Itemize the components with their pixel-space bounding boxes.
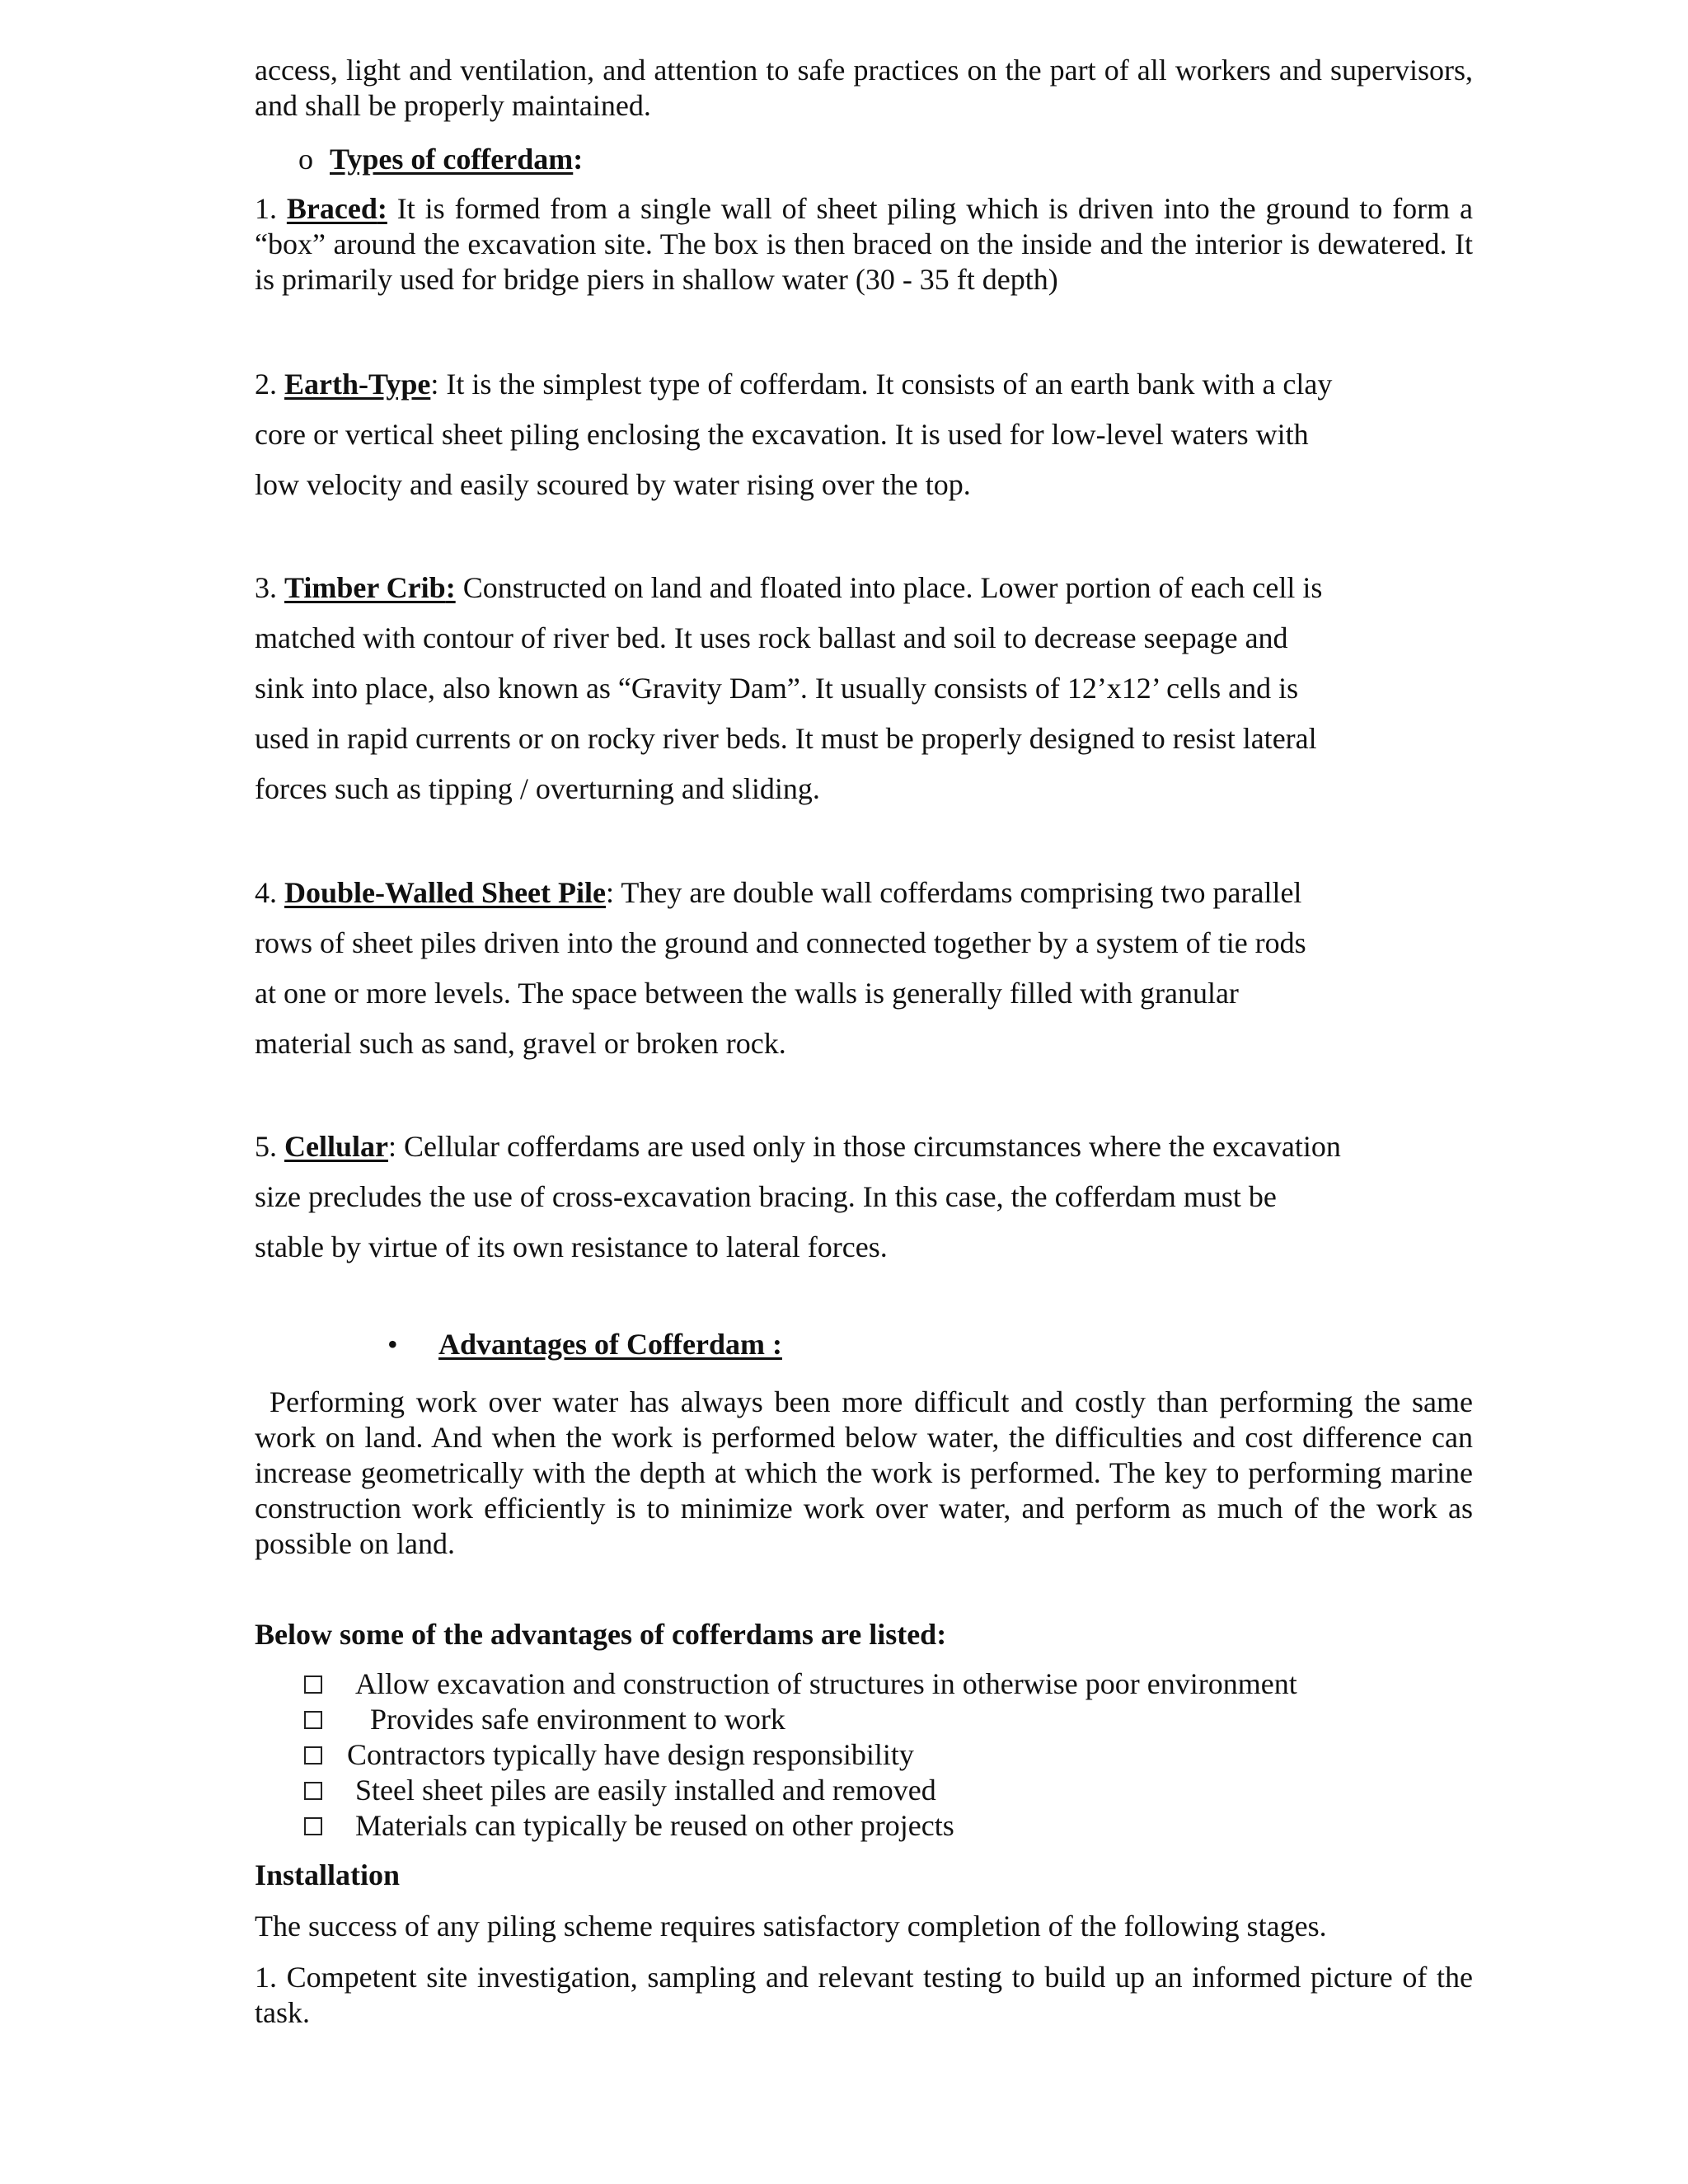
type-name: Double-Walled Sheet Pile (284, 876, 606, 909)
list-item (304, 1773, 1297, 1808)
type-line: used in rapid currents or on rocky river beds. It must be properly designed to resist lateral (255, 722, 1317, 755)
intro-paragraph: access, light and ventilation, and attention to safe practices on the part of all workers and supervisors, and shall be properly maintained. (255, 54, 1473, 122)
type-sep: : (377, 192, 387, 225)
type-line: stable by virtue of its own resistance to lateral forces. (255, 1230, 888, 1263)
list-item-text: Materials can typically be reused on other projects (355, 1809, 954, 1842)
advantages-paragraph: Performing work over water has always been more difficult and costly than performing the same work on land. And when the work is performed below water, the difficulties and cost difference can increase geometrically with the depth at which the work is performed. The key to performing marine construction work efficiently is to minimize work over water, and perform as much of the work as possible on land. (255, 1385, 1473, 1560)
types-heading (298, 138, 583, 180)
type-item-double-walled-sheet-pile (255, 868, 1473, 1069)
type-item-earth-type (255, 359, 1473, 510)
type-line: rows of sheet piles driven into the ground and connected together by a system of tie rods (255, 926, 1306, 959)
advantages-heading (387, 1324, 782, 1365)
installation-intro: The success of any piling scheme requires satisfactory completion of the following stages. (255, 1910, 1327, 1943)
type-line: material such as sand, gravel or broken rock. (255, 1027, 786, 1060)
types-heading-colon: : (573, 143, 584, 176)
list-item-text: Allow excavation and construction of structures in otherwise poor environment (355, 1667, 1297, 1700)
type-number: 4. (255, 876, 277, 909)
checkbox-icon (304, 1711, 322, 1729)
list-item (304, 1808, 1297, 1844)
type-line (255, 868, 1473, 918)
type-name: Braced (286, 192, 377, 225)
type-line: size precludes the use of cross-excavation bracing. In this case, the cofferdam must be (255, 1180, 1277, 1213)
type-sep: : (387, 1130, 396, 1163)
advantages-list-heading: Below some of the advantages of cofferdams are listed: (255, 1618, 947, 1651)
installation-heading: Installation (255, 1858, 401, 1891)
type-line: sink into place, also known as “Gravity Dam”. It usually consists of 12’x12’ cells and is (255, 672, 1299, 705)
bullet-icon: • (387, 1328, 398, 1361)
type-line (255, 1122, 1473, 1172)
type-item-braced (255, 191, 1473, 298)
types-heading-label: Types of cofferdam (330, 143, 574, 176)
types-heading-marker: o (298, 143, 313, 176)
list-item-text: Provides safe environment to work (370, 1703, 785, 1736)
type-number: 3. (255, 571, 277, 604)
type-description: It is formed from a single wall of sheet piling which is driven into the ground to form a “box” around the excavation site. The box is then braced on the inside and the interior is dewatered. It is primarily used for bridge piers in shallow water (30 - 35 ft depth) (255, 192, 1474, 296)
type-line: low velocity and easily scoured by water rising over the top. (255, 468, 971, 501)
list-item-text: Contractors typically have design responsibility (347, 1738, 914, 1771)
type-number: 5. (255, 1130, 277, 1163)
type-line: forces such as tipping / overturning and sliding. (255, 772, 820, 805)
checkbox-icon (304, 1782, 322, 1800)
type-item-cellular (255, 1122, 1473, 1272)
list-item (304, 1666, 1297, 1702)
type-line (255, 563, 1473, 613)
type-number: 1. (255, 192, 277, 225)
list-item (304, 1737, 1297, 1773)
type-name: Timber Crib (284, 571, 446, 604)
type-line: matched with contour of river bed. It uses rock ballast and soil to decrease seepage and (255, 621, 1288, 654)
advantages-heading-label: Advantages of Cofferdam : (438, 1328, 782, 1361)
advantages-checklist (304, 1666, 1297, 1844)
list-item-text: Steel sheet piles are easily installed and removed (355, 1774, 936, 1807)
type-sep: : (445, 571, 456, 604)
type-line (255, 359, 1473, 410)
type-description: They are double wall cofferdams comprising two parallel (621, 876, 1302, 909)
checkbox-icon (304, 1817, 322, 1835)
type-number: 2. (255, 368, 277, 401)
type-description: It is the simplest type of cofferdam. It consists of an earth bank with a clay (446, 368, 1333, 401)
type-sep: : (430, 368, 439, 401)
list-item (304, 1702, 1297, 1737)
checkbox-icon (304, 1746, 322, 1765)
checkbox-icon (304, 1675, 322, 1694)
type-name: Cellular (284, 1130, 388, 1163)
installation-step-1: 1. Competent site investigation, sampling and relevant testing to build up an informed picture of the task. (255, 1961, 1473, 2029)
type-line: core or vertical sheet piling enclosing the excavation. It is used for low-level waters with (255, 418, 1309, 451)
type-name: Earth-Type (284, 368, 431, 401)
type-item-timber-crib (255, 563, 1473, 814)
type-description: Cellular cofferdams are used only in those circumstances where the excavation (404, 1130, 1341, 1163)
type-line: at one or more levels. The space between the walls is generally filled with granular (255, 977, 1239, 1010)
type-description: Constructed on land and floated into place. Lower portion of each cell is (462, 571, 1323, 604)
type-sep: : (606, 876, 615, 909)
